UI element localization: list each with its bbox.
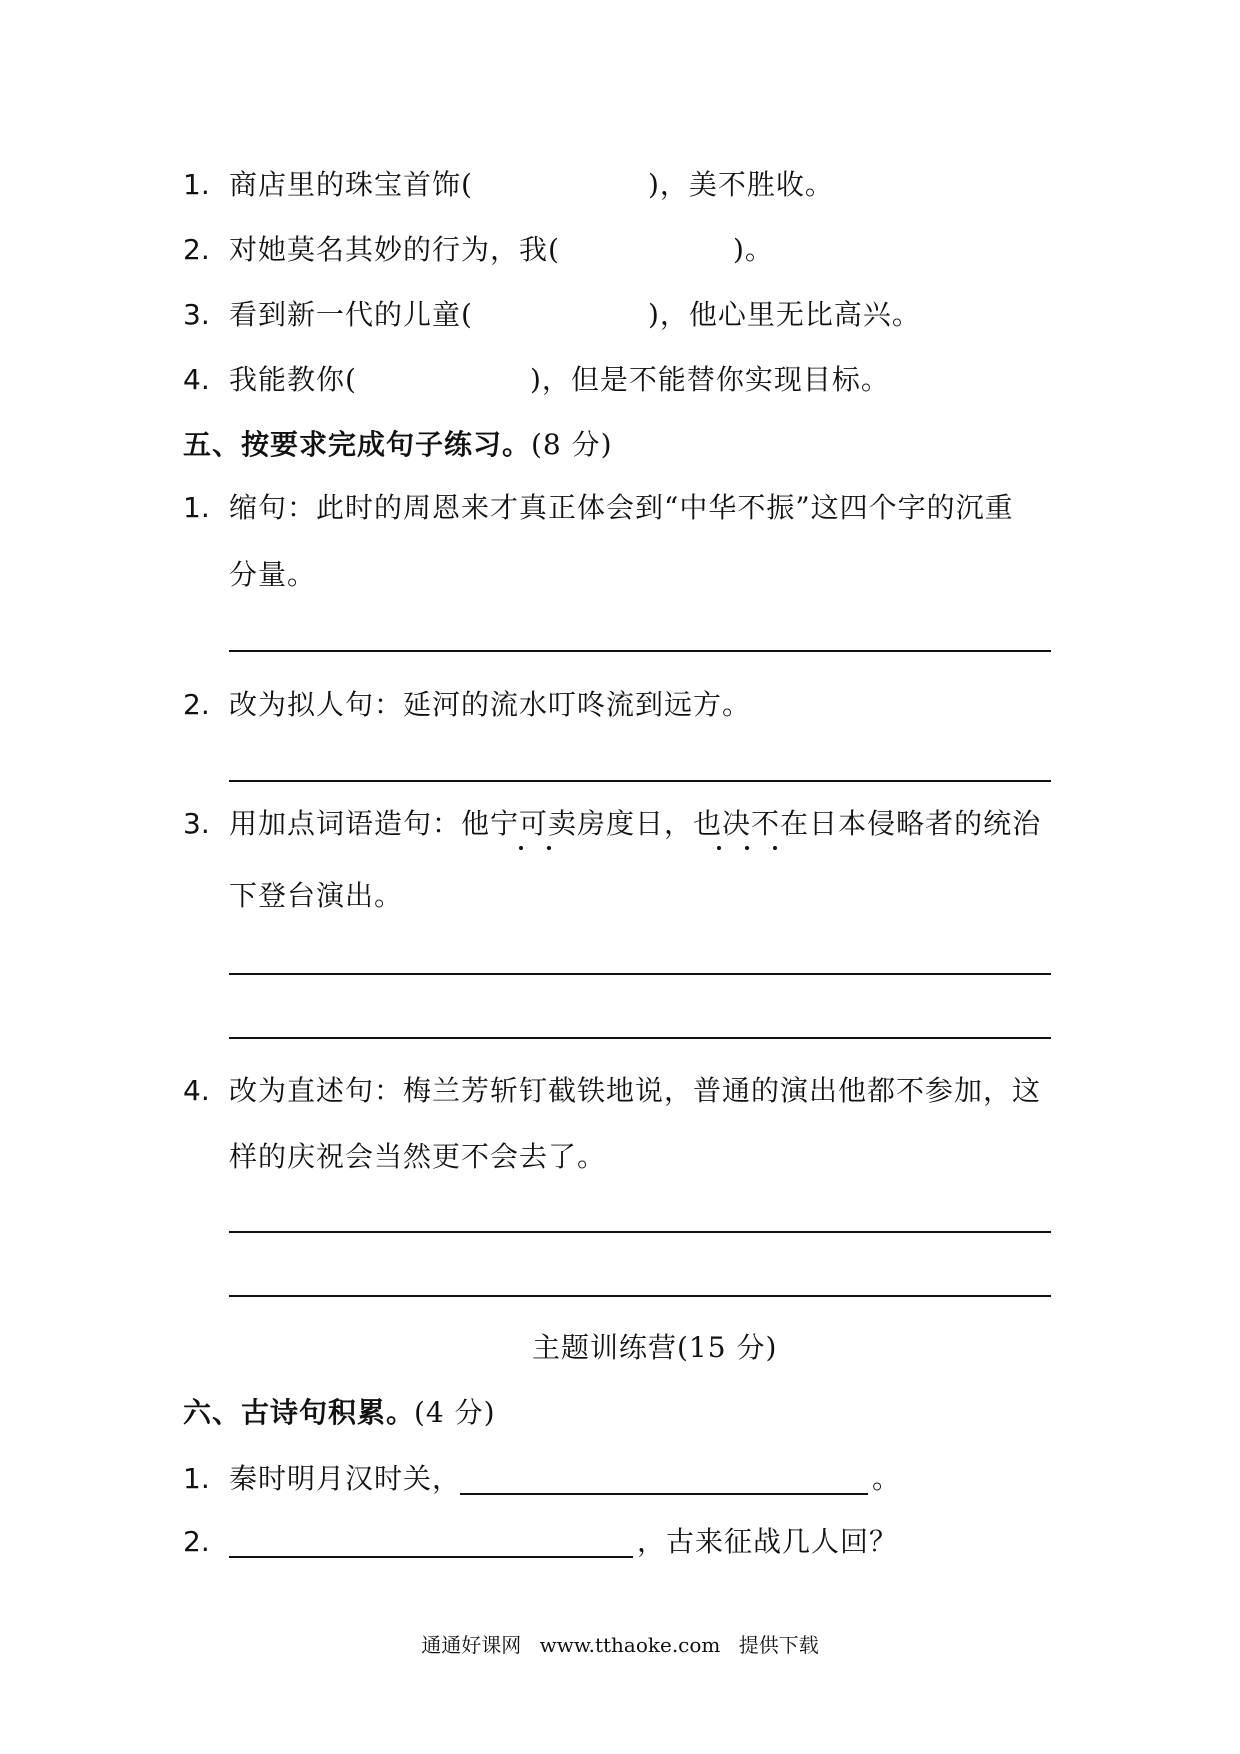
item-text-after: )。 [733,233,774,266]
question-text [229,806,1041,842]
item-number: 4. [183,363,210,396]
emphasis-dot [745,846,749,850]
emphasis-dot [547,846,551,850]
question-text-part: 卖房度日， [548,807,694,840]
item-number: 2. [183,688,210,721]
item-text-before: 看到新一代的儿童( [229,298,473,331]
item-number: 1. [183,491,210,524]
item-text-before: 对她莫名其妙的行为，我( [229,233,560,266]
section-score: (8 分) [531,428,613,461]
question-text: 缩句：此时的周恩来才真正体会到“中华不振”这四个字的沉重 [229,491,1014,524]
question-text: 改为直述句：梅兰芳斩钉截铁地说，普通的演出他都不参加，这 [229,1074,1042,1107]
poem-blank[interactable] [460,1463,868,1495]
answer-line[interactable] [229,1037,1051,1039]
item-text-before: 商店里的珠宝首饰( [229,168,473,201]
item-number: 3. [183,298,210,331]
answer-line[interactable] [229,973,1051,975]
emphasis-dot [519,846,523,850]
theme-heading: 主题训练营(15 分) [532,1331,778,1364]
footer-url: www.tthaoke.com [539,1633,721,1657]
question-text-cont: 样的庆祝会当然更不会去了。 [229,1140,607,1173]
item-number: 3. [183,807,210,840]
section-title: 五、按要求完成句子练习。 [183,428,532,461]
item-text-after: )，他心里无比高兴。 [648,298,921,331]
item-text-after: )，美不胜收。 [648,168,834,201]
emphasis-dot [773,846,777,850]
answer-line[interactable] [229,780,1051,782]
question-text: 改为拟人句：延河的流水叮咚流到远方。 [229,688,752,721]
footer [0,1632,1240,1658]
answer-line[interactable] [229,1231,1051,1233]
question-text-cont: 下登台演出。 [229,879,404,912]
poem-line-end: 。 [872,1462,902,1495]
emphasis-dot [717,846,721,850]
dotted-word-1: 宁可 [490,807,549,840]
item-number: 4. [183,1074,210,1107]
item-number: 2. [183,1525,210,1558]
section-title: 六、古诗句积累。 [183,1396,416,1429]
dotted-word-2: 也决不 [693,807,781,840]
answer-line[interactable] [229,650,1051,652]
question-text-cont: 分量。 [229,558,317,591]
section-score: (4 分) [414,1396,496,1429]
item-number: 1. [183,168,210,201]
footer-note: 提供下载 [738,1633,819,1657]
question-text-part: 用加点词语造句：他 [229,807,491,840]
item-number: 1. [183,1462,210,1495]
question-text-part: 在日本侵略者的统治 [780,807,1042,840]
poem-line-start: 秦时明月汉时关， [229,1462,462,1495]
poem-blank[interactable] [229,1526,633,1558]
item-text-after: )，但是不能替你实现目标。 [530,363,890,396]
footer-site: 通通好课网 [421,1633,522,1657]
item-text-before: 我能教你( [229,363,357,396]
item-number: 2. [183,233,210,266]
poem-line-end: ，古来征战几人回？ [637,1525,899,1558]
answer-line[interactable] [229,1295,1051,1297]
